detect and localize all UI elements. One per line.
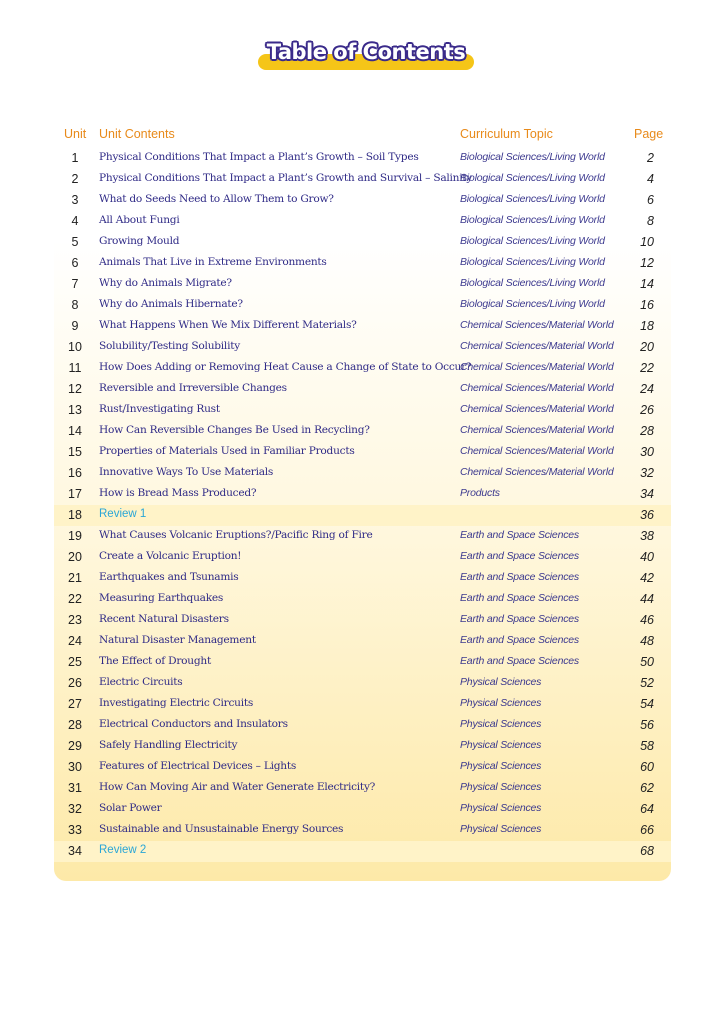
- page-number: 26: [640, 403, 654, 417]
- unit-title: Recent Natural Disasters: [99, 613, 229, 625]
- unit-number: 17: [68, 487, 82, 501]
- header-unit-contents: Unit Contents: [99, 127, 175, 141]
- page-number: 58: [640, 739, 654, 753]
- unit-number: 3: [71, 193, 79, 207]
- unit-number: 2: [71, 172, 79, 186]
- page-number: 28: [640, 424, 654, 438]
- curriculum-topic: Chemical Sciences/Material World: [460, 424, 614, 436]
- unit-number: 27: [68, 697, 82, 711]
- table-row: [54, 547, 671, 568]
- unit-title: Animals That Live in Extreme Environments: [99, 256, 327, 268]
- unit-title: Physical Conditions That Impact a Plant’s Growth – Soil Types: [99, 151, 419, 163]
- curriculum-topic: Physical Sciences: [460, 823, 542, 835]
- table-row: [54, 148, 671, 169]
- page-number: 48: [640, 634, 654, 648]
- unit-number: 19: [68, 529, 82, 543]
- curriculum-topic: Physical Sciences: [460, 697, 542, 709]
- table-row: [54, 715, 671, 736]
- table-row: [54, 211, 671, 232]
- unit-number: 25: [68, 655, 82, 669]
- table-row: [54, 400, 671, 421]
- unit-title: Innovative Ways To Use Materials: [99, 466, 274, 478]
- curriculum-topic: Chemical Sciences/Material World: [460, 361, 614, 373]
- unit-number: 16: [68, 466, 82, 480]
- curriculum-topic: Earth and Space Sciences: [460, 655, 579, 667]
- unit-title: Create a Volcanic Eruption!: [99, 550, 242, 562]
- page-number: 20: [640, 340, 654, 354]
- curriculum-topic: Chemical Sciences/Material World: [460, 319, 614, 331]
- page-number: 2: [647, 151, 654, 165]
- curriculum-topic: Earth and Space Sciences: [460, 529, 579, 541]
- curriculum-topic: Biological Sciences/Living World: [460, 277, 605, 289]
- table-row: [54, 316, 671, 337]
- table-row: [54, 232, 671, 253]
- table-row: [54, 442, 671, 463]
- unit-number: 28: [68, 718, 82, 732]
- table-row: [54, 295, 671, 316]
- unit-title: Electric Circuits: [99, 676, 183, 688]
- unit-title: Properties of Materials Used in Familiar Products: [99, 445, 355, 457]
- table-row: [54, 652, 671, 673]
- table-row: [54, 778, 671, 799]
- unit-title: What Causes Volcanic Eruptions?/Pacific Ring of Fire: [99, 529, 373, 541]
- unit-title: Rust/Investigating Rust: [99, 403, 220, 415]
- unit-number: 30: [68, 760, 82, 774]
- unit-title: What do Seeds Need to Allow Them to Grow?: [99, 193, 334, 205]
- curriculum-topic: Earth and Space Sciences: [460, 550, 579, 562]
- unit-title: Solar Power: [99, 802, 162, 814]
- unit-number: 33: [68, 823, 82, 837]
- page-number: 16: [640, 298, 654, 312]
- table-row: [54, 190, 671, 211]
- unit-title: How Does Adding or Removing Heat Cause a Change of State to Occur?: [99, 361, 472, 373]
- page-number: 40: [640, 550, 654, 564]
- page-number: 30: [640, 445, 654, 459]
- unit-title: Growing Mould: [99, 235, 180, 247]
- header-unit: Unit: [64, 127, 87, 141]
- table-row: [54, 589, 671, 610]
- unit-title: All About Fungi: [99, 214, 180, 226]
- page-number: 32: [640, 466, 654, 480]
- table-row: [54, 421, 671, 442]
- page-number: 52: [640, 676, 654, 690]
- curriculum-topic: Biological Sciences/Living World: [460, 193, 605, 205]
- curriculum-topic: Physical Sciences: [460, 760, 542, 772]
- table-row: [54, 631, 671, 652]
- unit-number: 29: [68, 739, 82, 753]
- curriculum-topic: Physical Sciences: [460, 676, 542, 688]
- unit-title: Earthquakes and Tsunamis: [99, 571, 239, 583]
- page-number: 56: [640, 718, 654, 732]
- page-number: 64: [640, 802, 654, 816]
- page-number: 50: [640, 655, 654, 669]
- page-number: 46: [640, 613, 654, 627]
- table-row: [54, 820, 671, 841]
- table-row: [54, 673, 671, 694]
- page-number: 8: [647, 214, 654, 228]
- unit-title: Investigating Electric Circuits: [99, 697, 254, 709]
- page-number: 60: [640, 760, 654, 774]
- unit-title: Physical Conditions That Impact a Plant’s Growth and Survival – Salinity: [99, 172, 473, 184]
- curriculum-topic: Chemical Sciences/Material World: [460, 445, 614, 457]
- page-number: 10: [640, 235, 654, 249]
- page-number: 24: [640, 382, 654, 396]
- page-title-banner: [258, 40, 474, 74]
- curriculum-topic: Chemical Sciences/Material World: [460, 466, 614, 478]
- unit-title: Natural Disaster Management: [99, 634, 256, 646]
- curriculum-topic: Earth and Space Sciences: [460, 592, 579, 604]
- unit-title: Review 1: [99, 508, 147, 520]
- unit-number: 1: [71, 151, 79, 165]
- unit-number: 4: [71, 214, 79, 228]
- curriculum-topic: Earth and Space Sciences: [460, 613, 579, 625]
- review-row: [54, 841, 671, 862]
- table-row: [54, 463, 671, 484]
- unit-title: Features of Electrical Devices – Lights: [99, 760, 297, 772]
- curriculum-topic: Biological Sciences/Living World: [460, 235, 605, 247]
- unit-title: Safely Handling Electricity: [99, 739, 238, 751]
- unit-title: Why do Animals Migrate?: [99, 277, 232, 289]
- page-number: 34: [640, 487, 654, 501]
- unit-number: 34: [68, 844, 82, 858]
- curriculum-topic: Earth and Space Sciences: [460, 634, 579, 646]
- table-row: [54, 568, 671, 589]
- curriculum-topic: Chemical Sciences/Material World: [460, 403, 614, 415]
- unit-number: 14: [68, 424, 82, 438]
- unit-number: 18: [68, 508, 82, 522]
- page-number: 4: [647, 172, 654, 186]
- curriculum-topic: Chemical Sciences/Material World: [460, 382, 614, 394]
- unit-number: 6: [71, 256, 79, 270]
- unit-number: 32: [68, 802, 82, 816]
- table-row: [54, 274, 671, 295]
- table-row: [54, 757, 671, 778]
- curriculum-topic: Products: [460, 487, 500, 499]
- header-page: Page: [634, 127, 664, 141]
- unit-number: 10: [68, 340, 82, 354]
- curriculum-topic: Earth and Space Sciences: [460, 571, 579, 583]
- unit-number: 9: [71, 319, 79, 333]
- header-curriculum-topic: Curriculum Topic: [460, 127, 553, 141]
- unit-title: How is Bread Mass Produced?: [99, 487, 257, 499]
- table-row: [54, 253, 671, 274]
- review-row: [54, 505, 671, 526]
- table-row: [54, 358, 671, 379]
- unit-number: 12: [68, 382, 82, 396]
- unit-number: 21: [68, 571, 82, 585]
- table-row: [54, 799, 671, 820]
- unit-title: Sustainable and Unsustainable Energy Sources: [99, 823, 344, 835]
- unit-number: 7: [71, 277, 79, 291]
- curriculum-topic: Physical Sciences: [460, 718, 542, 730]
- table-row: [54, 169, 671, 190]
- unit-title: Review 2: [99, 844, 147, 856]
- page-number: 42: [640, 571, 654, 585]
- page-number: 44: [640, 592, 654, 606]
- table-row: [54, 610, 671, 631]
- unit-number: 22: [68, 592, 82, 606]
- page-number: 12: [640, 256, 654, 270]
- unit-title: The Effect of Drought: [99, 655, 211, 667]
- unit-number: 24: [68, 634, 82, 648]
- unit-title: What Happens When We Mix Different Materials?: [99, 319, 357, 331]
- curriculum-topic: Physical Sciences: [460, 739, 542, 751]
- table-header: [54, 127, 671, 145]
- unit-title: How Can Reversible Changes Be Used in Recycling?: [99, 424, 370, 436]
- page-number: 68: [640, 844, 654, 858]
- unit-title: How Can Moving Air and Water Generate Electricity?: [99, 781, 376, 793]
- unit-number: 31: [68, 781, 82, 795]
- unit-number: 5: [71, 235, 79, 249]
- unit-number: 15: [68, 445, 82, 459]
- page-number: 66: [640, 823, 654, 837]
- page-number: 62: [640, 781, 654, 795]
- unit-number: 8: [71, 298, 79, 312]
- unit-number: 20: [68, 550, 82, 564]
- curriculum-topic: Biological Sciences/Living World: [460, 214, 605, 226]
- contents-table: [54, 148, 671, 862]
- table-row: [54, 736, 671, 757]
- curriculum-topic: Physical Sciences: [460, 802, 542, 814]
- unit-number: 26: [68, 676, 82, 690]
- table-row: [54, 694, 671, 715]
- curriculum-topic: Biological Sciences/Living World: [460, 298, 605, 310]
- unit-title: Electrical Conductors and Insulators: [99, 718, 288, 730]
- curriculum-topic: Physical Sciences: [460, 781, 542, 793]
- unit-title: Why do Animals Hibernate?: [99, 298, 243, 310]
- table-row: [54, 484, 671, 505]
- unit-number: 11: [68, 361, 82, 375]
- unit-title: Measuring Earthquakes: [99, 592, 224, 604]
- page-number: 6: [647, 193, 654, 207]
- table-row: [54, 379, 671, 400]
- page-title: Table of Contents: [266, 40, 466, 64]
- page-number: 22: [640, 361, 654, 375]
- unit-number: 13: [68, 403, 82, 417]
- table-row: [54, 526, 671, 547]
- page-number: 36: [640, 508, 654, 522]
- curriculum-topic: Biological Sciences/Living World: [460, 256, 605, 268]
- curriculum-topic: Biological Sciences/Living World: [460, 151, 605, 163]
- page-number: 38: [640, 529, 654, 543]
- unit-title: Solubility/Testing Solubility: [99, 340, 240, 352]
- curriculum-topic: Biological Sciences/Living World: [460, 172, 605, 184]
- page-number: 54: [640, 697, 654, 711]
- unit-number: 23: [68, 613, 82, 627]
- unit-title: Reversible and Irreversible Changes: [99, 382, 287, 394]
- page-number: 18: [640, 319, 654, 333]
- curriculum-topic: Chemical Sciences/Material World: [460, 340, 614, 352]
- page-number: 14: [640, 277, 654, 291]
- table-row: [54, 337, 671, 358]
